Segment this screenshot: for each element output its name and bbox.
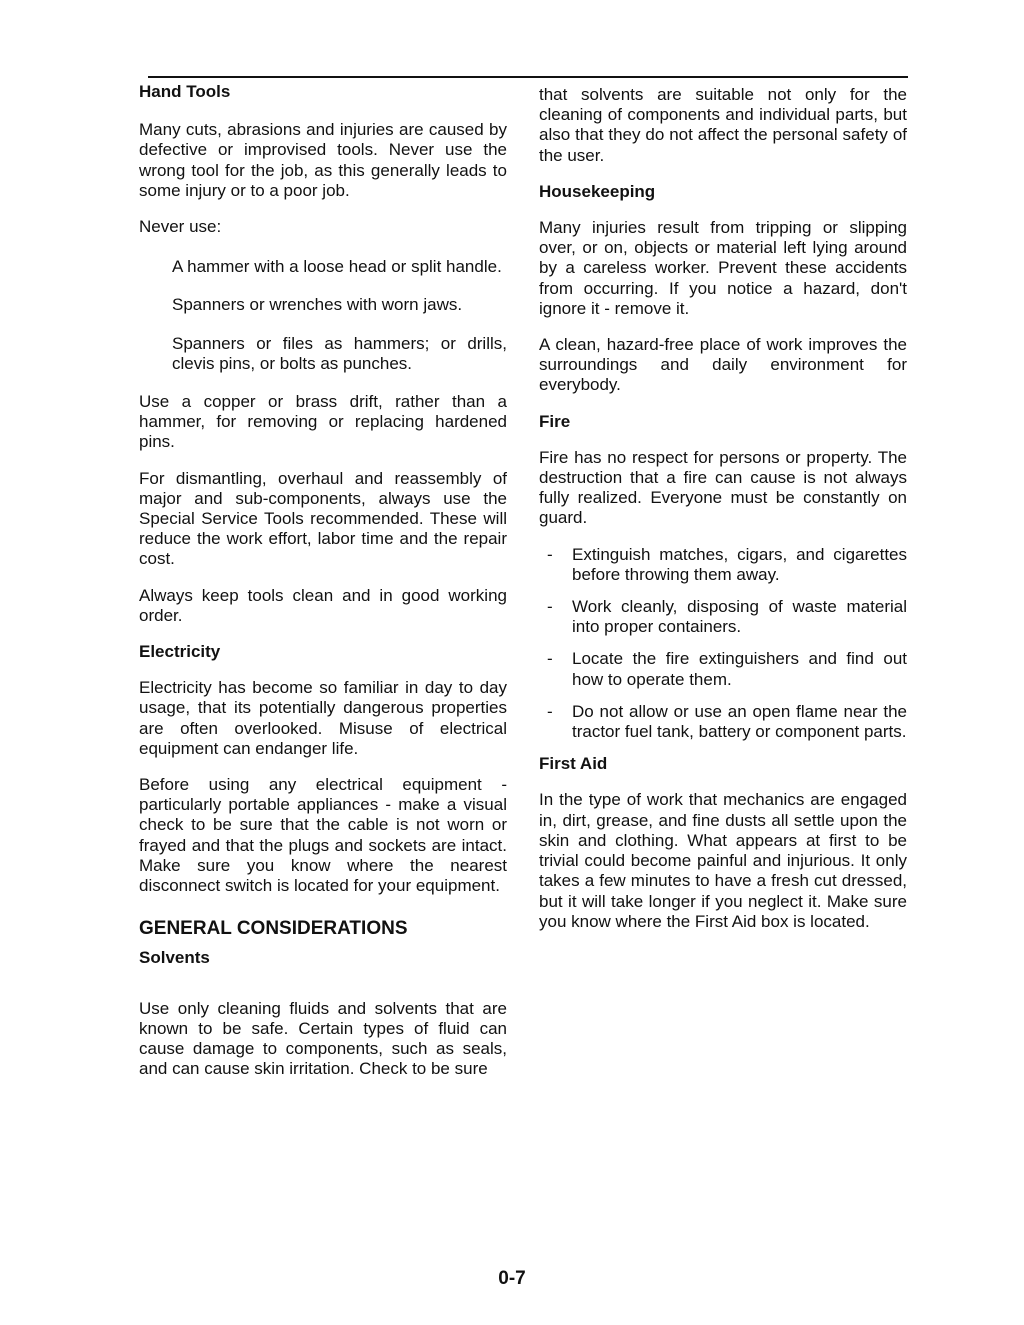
page-number: 0-7 (498, 1268, 526, 1289)
never-use-item-2: Spanners or wrenches with worn jaws. (172, 295, 463, 315)
first-aid-paragraph-1: In the type of work that mechanics are engaged in, dirt, grease, and fine dusts all settle upon the skin and clothing. What appears at first to be trivial could become painful and injurious. It only takes a few minutes to have a fresh cut dressed, but it will take longer if you neglect it. Make sure you know where the First Aid box is located. (539, 790, 907, 931)
fire-item-3: Locate the fire extinguishers and find out how to operate them. (572, 649, 907, 689)
left-column (139, 82, 507, 1095)
dash-marker: - (547, 701, 553, 721)
electricity-paragraph-1: Electricity has become so familiar in day to day usage, that its potentially dangerous properties are often overlooked. Misuse of electrical equipment can endanger life. (139, 678, 507, 758)
fire-item-4: Do not allow or use an open flame near the tractor fuel tank, battery or component parts. (572, 701, 907, 742)
dash-marker: - (547, 544, 553, 564)
list-item (539, 597, 907, 637)
fire-list (539, 545, 907, 743)
never-use-item-1: A hammer with a loose head or split handle. (172, 257, 502, 277)
list-item (539, 649, 907, 689)
right-column (539, 85, 907, 948)
dash-marker: - (547, 597, 553, 617)
fire-paragraph-1: Fire has no respect for persons or property. The destruction that a fire can cause is not always fully realized. Everyone must be constantly on guard. (539, 447, 907, 528)
hand-tools-paragraph-4: Always keep tools clean and in good working order. (139, 585, 507, 625)
heading-general-considerations: GENERAL CONSIDERATIONS (139, 918, 408, 940)
hand-tools-paragraph-2: Use a copper or brass drift, rather than a hammer, for removing or replacing hardened pins. (139, 392, 507, 452)
dash-marker: - (547, 649, 553, 669)
top-rule (148, 76, 908, 78)
heading-housekeeping: Housekeeping (539, 181, 656, 201)
housekeeping-paragraph-1: Many injuries result from tripping or slipping over, or on, objects or material left lying around by a careless worker. Prevent these accidents from occurring. If you notice a hazard, don't ignore it - remove it. (539, 218, 907, 318)
electricity-paragraph-2: Before using any electrical equipment - particularly portable appliances - make a visual check to be sure that the cable is not worn or frayed and that the plugs and sockets are intact. Make sure you know where the nearest disconnect switch is located for your equipment. (139, 775, 507, 896)
never-use-label: Never use: (139, 217, 222, 237)
hand-tools-paragraph-1: Many cuts, abrasions and injuries are caused by defective or improvised tools. Never use the wrong tool for the job, as this generally leads to some injury or to a poor job. (139, 120, 507, 200)
list-item (539, 702, 907, 742)
solvents-continued: that solvents are suitable not only for the cleaning of components and individual parts, but also that they do not affect the personal safety of the user. (539, 85, 907, 165)
solvents-paragraph-1: Use only cleaning fluids and solvents that are known to be safe. Certain types of fluid can cause damage to components, such as seals, and can cause skin irritation. Check to be sure (139, 998, 507, 1079)
heading-first-aid: First Aid (539, 754, 608, 774)
hand-tools-paragraph-3: For dismantling, overhaul and reassembly of major and sub-components, always use the Special Service Tools recommended. These will reduce the work effort, labor time and the repair cost. (139, 468, 507, 569)
heading-hand-tools: Hand Tools (139, 82, 231, 101)
heading-solvents: Solvents (139, 948, 210, 968)
housekeeping-paragraph-2: A clean, hazard-free place of work improves the surroundings and daily environment for everybody. (539, 335, 907, 395)
list-item (539, 545, 907, 585)
heading-electricity: Electricity (139, 642, 221, 662)
never-use-item-3: Spanners or files as hammers; or drills, clevis pins, or bolts as punches. (172, 333, 507, 373)
fire-item-1: Extinguish matches, cigars, and cigarettes before throwing them away. (572, 544, 907, 584)
heading-fire: Fire (539, 411, 571, 431)
fire-item-2: Work cleanly, disposing of waste material into proper containers. (572, 597, 907, 637)
